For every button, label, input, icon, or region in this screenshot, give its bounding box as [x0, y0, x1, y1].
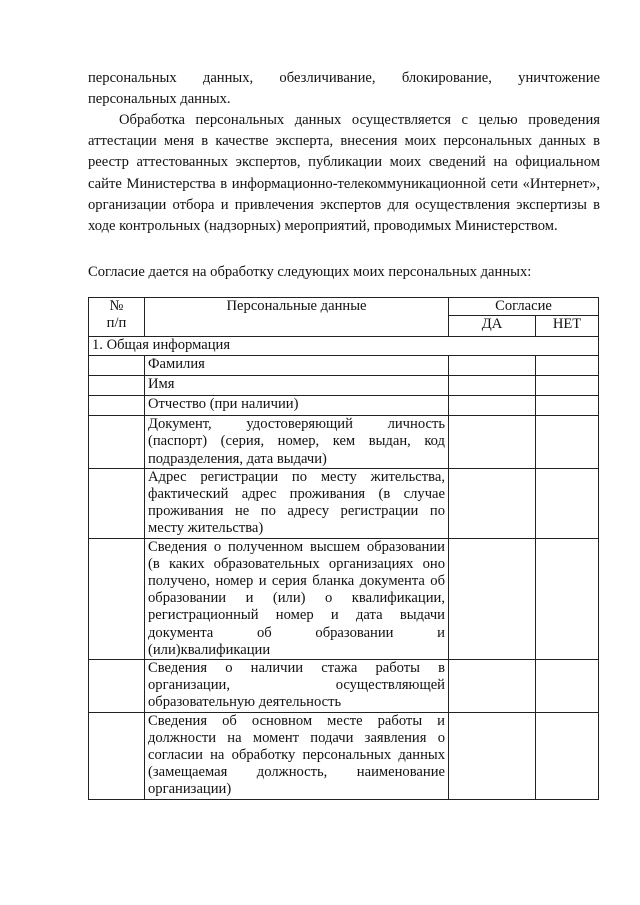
row-number-cell: [89, 712, 145, 799]
item-label: Отчество (при наличии): [145, 396, 449, 416]
consent-no-cell[interactable]: [536, 468, 599, 538]
row-number-cell: [89, 356, 145, 376]
header-consent: Согласие: [449, 298, 599, 316]
row-number-cell: [89, 660, 145, 713]
table-row: [89, 538, 599, 659]
header-yes: ДА: [449, 316, 536, 337]
consent-table: [88, 297, 599, 800]
paragraph-consent-intro: Согласие дается на обработку следующих моих персональных данных:: [88, 264, 532, 280]
row-number-cell: [89, 468, 145, 538]
paragraph-continuation: [88, 68, 600, 110]
paragraph-line: персональных данных, обезличивание, блокирование, уничтожение: [88, 70, 600, 86]
header-no: НЕТ: [536, 316, 599, 337]
consent-yes-cell[interactable]: [449, 468, 536, 538]
consent-no-cell[interactable]: [536, 416, 599, 469]
consent-yes-cell[interactable]: [449, 712, 536, 799]
row-number-cell: [89, 376, 145, 396]
consent-yes-cell[interactable]: [449, 538, 536, 659]
item-label: Сведения о наличии стажа работы в организации, осуществляющей образовательную деятельность: [145, 660, 449, 713]
table-row: [89, 396, 599, 416]
table-row: [89, 468, 599, 538]
table-row: [89, 356, 599, 376]
consent-no-cell[interactable]: [536, 538, 599, 659]
header-personal-data: Персональные данные: [145, 298, 449, 337]
row-number-cell: [89, 416, 145, 469]
header-number-abbr: п/п: [106, 315, 127, 332]
section-title: 1. Общая информация: [89, 337, 599, 356]
consent-yes-cell[interactable]: [449, 376, 536, 396]
table-row: [89, 416, 599, 469]
item-label: Документ, удостоверяющий личность (паспорт) (серия, номер, кем выдан, код подразделения, дата выдачи): [145, 416, 449, 469]
consent-yes-cell[interactable]: [449, 396, 536, 416]
item-label: Сведения о полученном высшем образовании (в каких образовательных организациях оно получено, номер и серия бланка документа об образовании и (или) о квалификации, регистрационный номер и дата выдачи документа об образовании и (или)квалификации: [145, 538, 449, 659]
paragraph-line: персональных данных.: [88, 91, 231, 108]
table-row: [89, 660, 599, 713]
paragraph-purpose: Обработка персональных данных осуществляется с целью проведения аттестации меня в качестве эксперта, внесения моих персональных данных в реестр аттестованных экспертов, публикации моих сведений на официальном сайте Министерства в информационно-телекоммуникационной сети «Интернет», организации отбора и привлечения экспертов для осуществления экспертизы в ходе контрольных (надзорных) мероприятий, проводимых Министерством.: [88, 112, 600, 235]
row-number-cell: [89, 538, 145, 659]
consent-no-cell[interactable]: [536, 356, 599, 376]
consent-no-cell[interactable]: [536, 660, 599, 713]
row-number-cell: [89, 396, 145, 416]
item-label: Имя: [145, 376, 449, 396]
consent-no-cell[interactable]: [536, 712, 599, 799]
table-row: [89, 376, 599, 396]
consent-no-cell[interactable]: [536, 376, 599, 396]
consent-yes-cell[interactable]: [449, 660, 536, 713]
item-label: Фамилия: [145, 356, 449, 376]
table-row: [89, 712, 599, 799]
consent-yes-cell[interactable]: [449, 356, 536, 376]
header-number-symbol: №: [109, 298, 124, 314]
item-label: Адрес регистрации по месту жительства, фактический адрес проживания (в случае проживания не по адресу регистрации по месту жительства): [145, 468, 449, 538]
section-row: [89, 337, 599, 356]
item-label: Сведения об основном месте работы и должности на момент подачи заявления о согласии на обработку персональных данных (замещаемая должность, наименование организации): [145, 712, 449, 799]
consent-no-cell[interactable]: [536, 396, 599, 416]
header-number: [89, 298, 145, 337]
consent-yes-cell[interactable]: [449, 416, 536, 469]
table-header-row: [89, 298, 599, 316]
